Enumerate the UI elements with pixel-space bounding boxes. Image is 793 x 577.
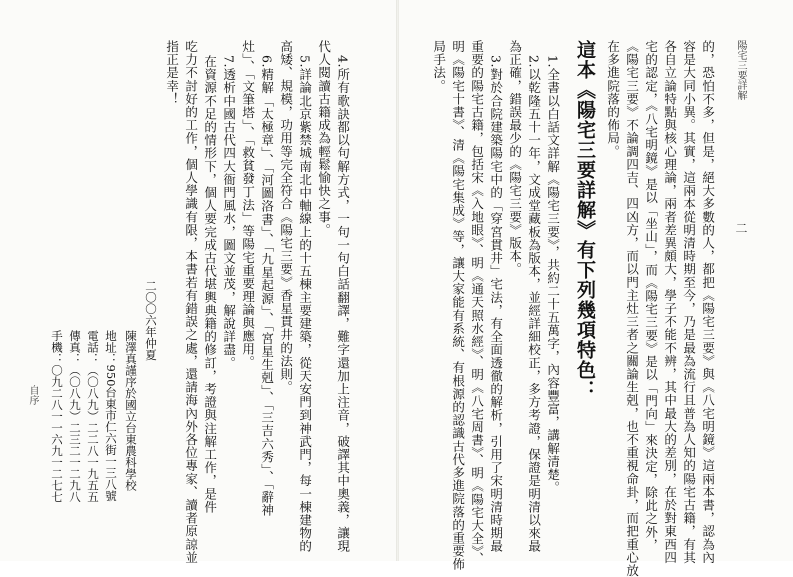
contact-address: 地址：950台東市仁六街一三八號 xyxy=(104,330,118,502)
feature-item-6-cont: 灶」、「文筆塔」、「救貧發丁法」等陽宅重要理論與應用。 xyxy=(240,40,256,369)
feature-item-3: 3.對於合院建築陽宅中的「穿宮貫井」宅法，有全面透徹的解析，引用了宋明清時期最 xyxy=(488,55,504,553)
running-header: 陽宅三要詳解 xyxy=(735,40,746,100)
body-column: 宅的認定，《八宅明鏡》是以「坐山」，而《陽宅三要》是以「門向」來決定，除此之外， xyxy=(643,40,659,552)
page-fold xyxy=(396,0,399,561)
feature-item-3-cont: 局手法。 xyxy=(431,40,447,93)
closing-paragraph: 指正是幸！ xyxy=(164,40,180,106)
body-column: 各自立論特點與核心理論，兩者差異頗大，學子不能不辨，其中最大的差別，在於對東西四 xyxy=(662,40,678,564)
closing-paragraph: 吃力不討好的工作，個人學識有限，本書若有錯誤之處，還請海內外各位專家、讀者原諒並 xyxy=(183,40,199,564)
feature-item-4-cont: 代人閱讀古籍成為輕鬆愉快之事。 xyxy=(316,40,332,237)
page-number: 二 xyxy=(734,222,748,234)
feature-item-1: 1.全書以白話文詳解《陽宅三要》，共約二十五萬字，內容豐富，講解清楚。 xyxy=(545,55,561,495)
feature-item-7: 7.透析中國古代四大衙門風水，圖文並茂，解說詳盡。 xyxy=(221,55,237,370)
feature-item-5-cont: 高矮、規模，功用等完全符合《陽宅三要》香星貫井的法則。 xyxy=(278,40,294,394)
feature-item-2-cont: 為正確，錯誤最少的《陽宅三要》版本。 xyxy=(507,40,523,276)
section-heading: 這本《陽宅三要詳解》有下列幾項特色： xyxy=(574,40,596,400)
preface-signature: 陳澤真謹序於國立台東農科學校 xyxy=(124,330,138,491)
feature-item-3-cont: 明《陽宅十書》、清《陽宅集成》等，讓大家能有系統、有根源的認識古代多進院落的重要佈 xyxy=(450,40,466,571)
closing-paragraph: 在資源不足的情形下，個人要完成古代堪輿典籍的修訂，考證與注解工作，是件 xyxy=(202,55,218,514)
contact-mobile: 手機：〇九二八一一六九一二七七 xyxy=(50,330,64,503)
body-column: 的，恐怕不多，但是，絕大多數的人，都把《陽宅三要》與《八宅明鏡》這兩本書，認為內 xyxy=(700,40,716,564)
feature-item-4: 4.所有歌訣都以句解方式，一句一句白話翻譯，難字還加上注音，破譯其中奧義，讓現 xyxy=(335,55,351,553)
preface-date: 二〇〇六年仲夏 xyxy=(144,280,158,361)
contact-fax: 傳真：（〇八九）二三二一二九八 xyxy=(68,330,82,503)
body-column: 容是大同小異。其實，這兩本從明清時期至今，乃是最為流行且普為人知的陽宅古籍，有其 xyxy=(681,40,697,564)
feature-item-2: 2.以乾隆五十一年，文成堂藏板為版本，並經詳細校正，多方考證，保證是明清以來最 xyxy=(526,55,542,553)
body-column: 《陽宅三要》不論調四吉、四凶方，而以門主灶三者之關論生剋，也不重視命卦，而把重心放 xyxy=(624,40,640,577)
feature-item-6: 6.精解「太極章」、「河圖洛書」、「九星起源」、「宮星生剋」、「三吉六秀」、「辭神 xyxy=(259,55,275,517)
feature-item-5: 5.詳論北京紫禁城南北中軸線上的十五棟主要建築，從天安門到神武門，每一棟建物的 xyxy=(297,55,313,553)
body-column: 在多進院落的佈局。 xyxy=(605,40,621,158)
contact-phone: 電話：（〇八九）二二八一九五五 xyxy=(86,330,100,503)
page-number: 自序 xyxy=(27,385,38,405)
feature-item-3-cont: 重要的陽宅古籍，包括宋《入地眼》、明《通天照水經》、明《八宅周書》、明《陽宅大全》、 xyxy=(469,40,485,566)
